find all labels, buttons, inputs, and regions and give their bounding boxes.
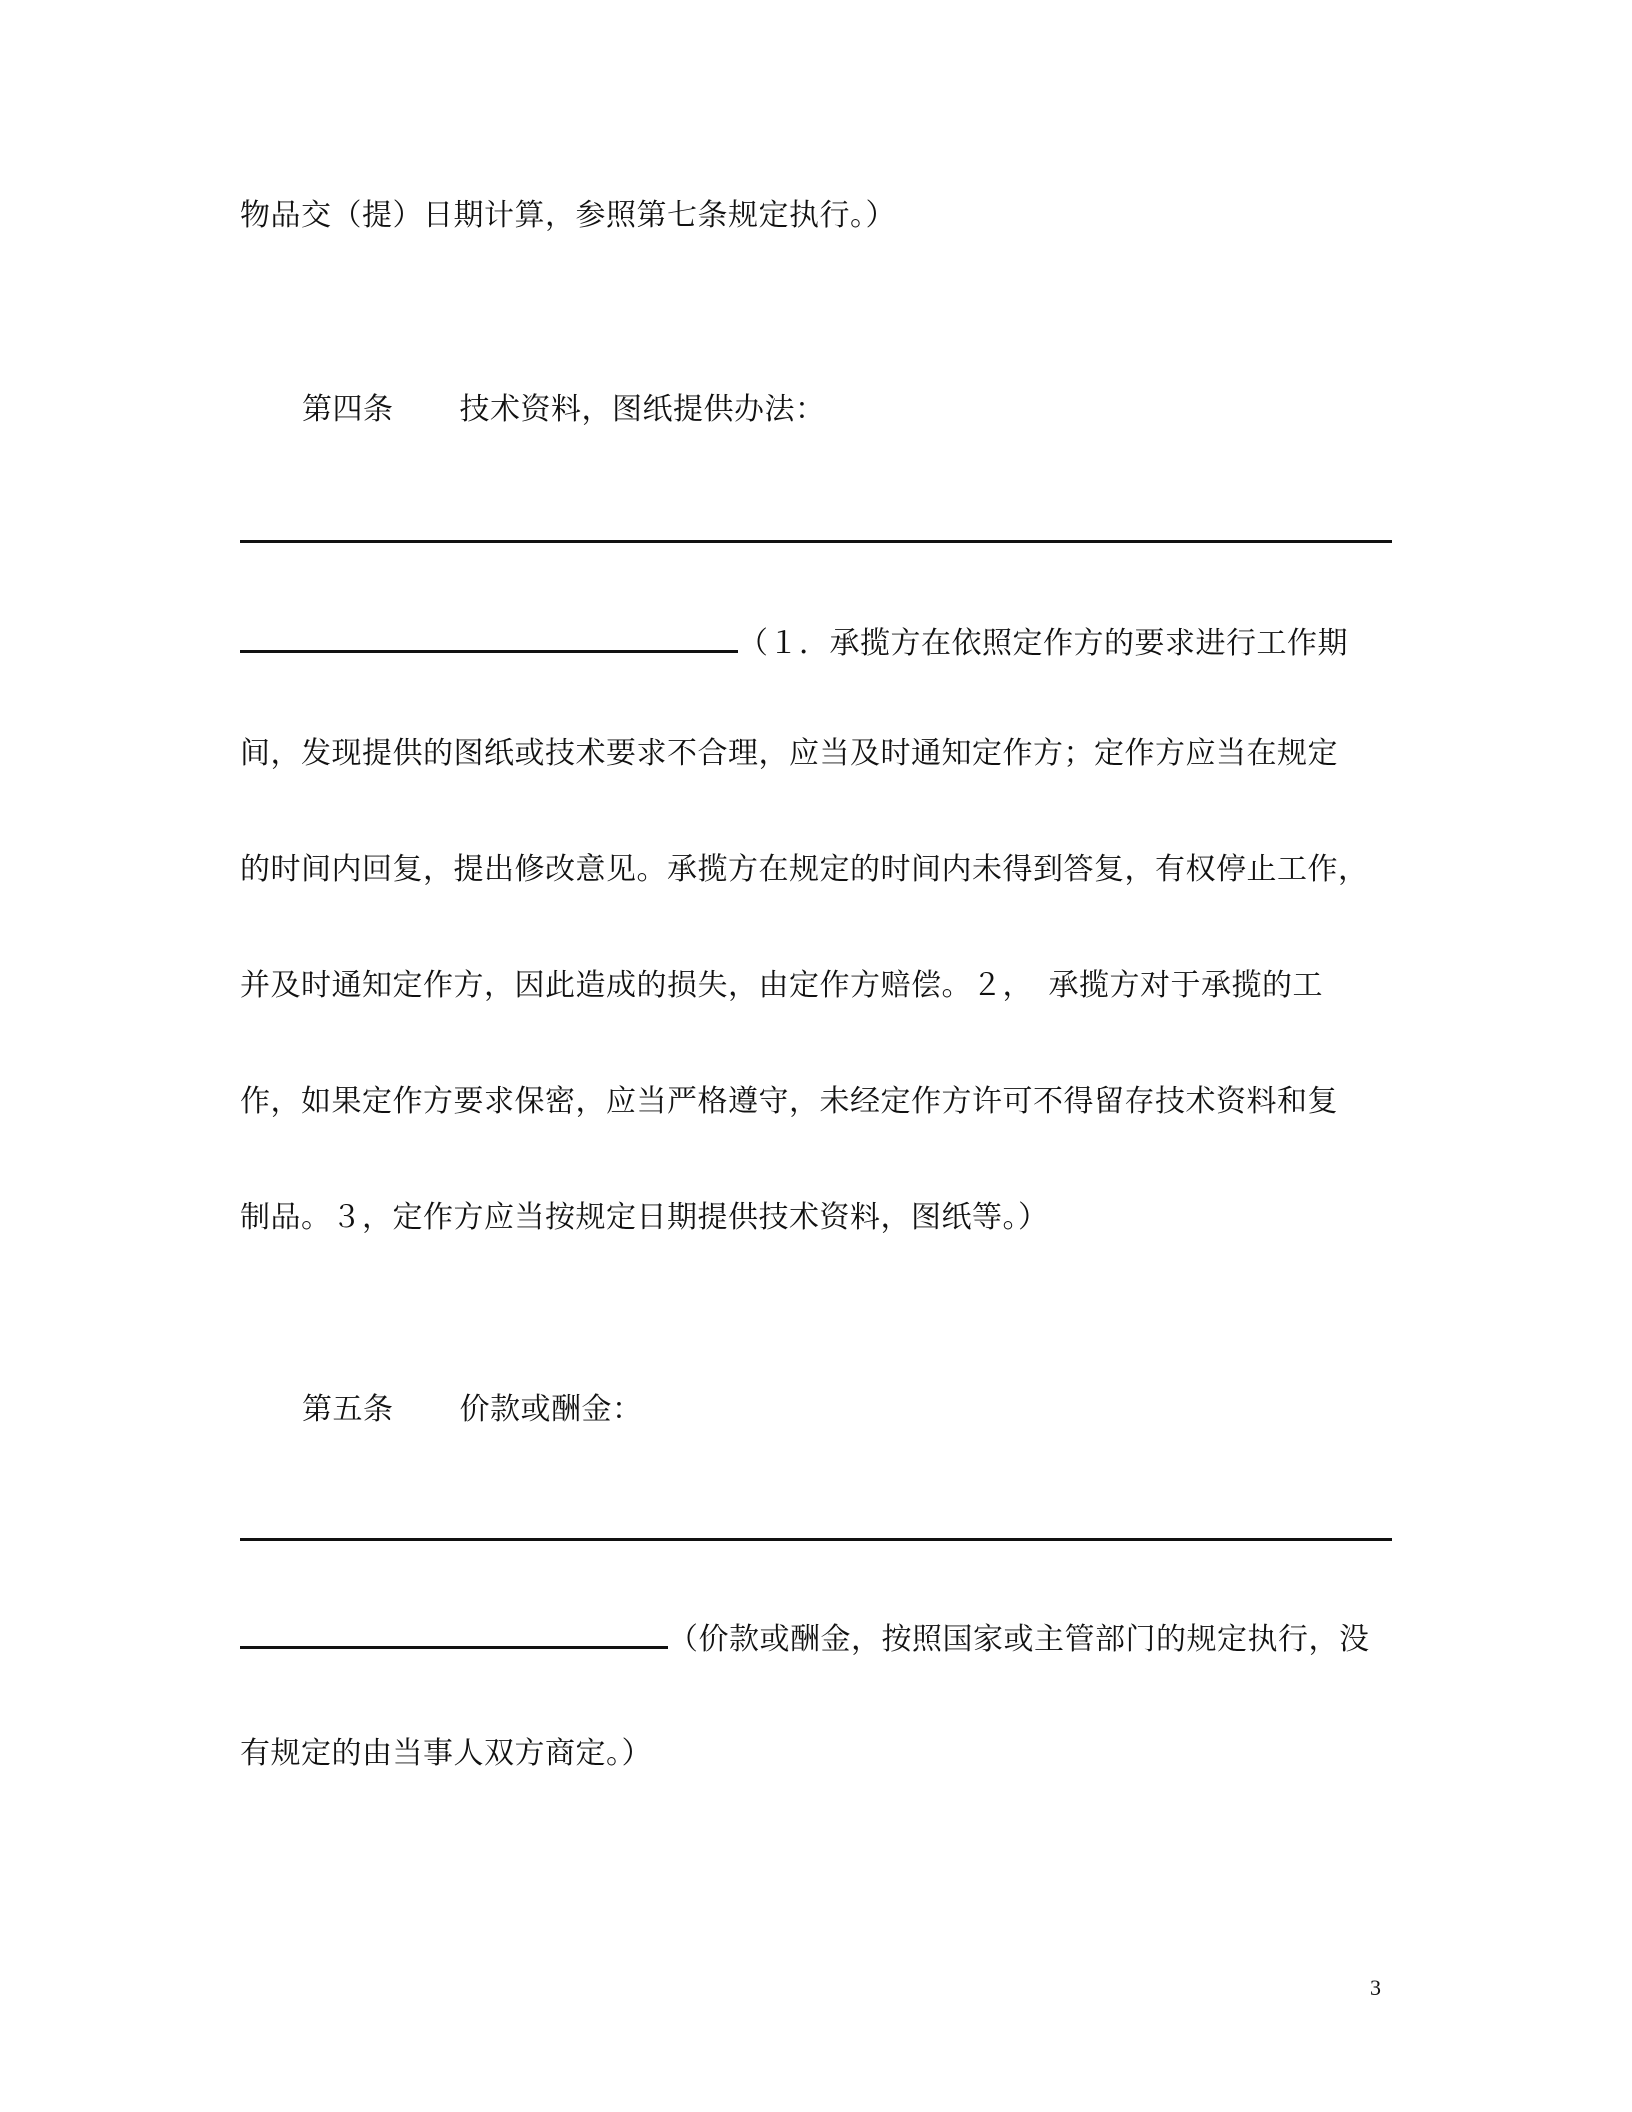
blank-underline[interactable] — [240, 1622, 668, 1649]
fill-in-line-with-note — [240, 620, 1392, 668]
article-number: 第五条 — [302, 1392, 394, 1427]
text-line: 并及时通知定作方，因此造成的损失，由定作方赔偿。２， 承揽方对于承揽的工 — [240, 968, 1323, 1003]
article-title: 技术资料，图纸提供办法： — [459, 392, 826, 427]
fill-in-line-with-note — [240, 1616, 1392, 1664]
text-line: 制品。３，定作方应当按规定日期提供技术资料，图纸等。） — [240, 1200, 1049, 1235]
note-text: （价款或酬金，按照国家或主管部门的规定执行，没 — [668, 1622, 1370, 1657]
blank-underline — [240, 1514, 1392, 1541]
note-text: （１．承揽方在依照定作方的要求进行工作期 — [738, 626, 1348, 661]
blank-underline[interactable] — [240, 626, 738, 653]
text-line: 有规定的由当事人双方商定。） — [240, 1736, 652, 1771]
text-line: 作，如果定作方要求保密，应当严格遵守，未经定作方许可不得留存技术资料和复 — [240, 1084, 1338, 1119]
blank-underline — [240, 516, 1392, 543]
article-4-heading — [302, 386, 1454, 434]
article-number: 第四条 — [302, 392, 394, 427]
text-line: 间，发现提供的图纸或技术要求不合理，应当及时通知定作方；定作方应当在规定 — [240, 736, 1338, 771]
fill-in-line[interactable] — [240, 1508, 1392, 1556]
article-5-heading — [302, 1386, 1454, 1434]
text-line: 的时间内回复，提出修改意见。承揽方在规定的时间内未得到答复，有权停止工作， — [240, 852, 1369, 887]
article-title: 价款或酬金： — [459, 1392, 643, 1427]
page-number: 3 — [1370, 1975, 1381, 2000]
text-line: 物品交（提）日期计算，参照第七条规定执行。） — [240, 198, 896, 233]
fill-in-line[interactable] — [240, 510, 1392, 558]
